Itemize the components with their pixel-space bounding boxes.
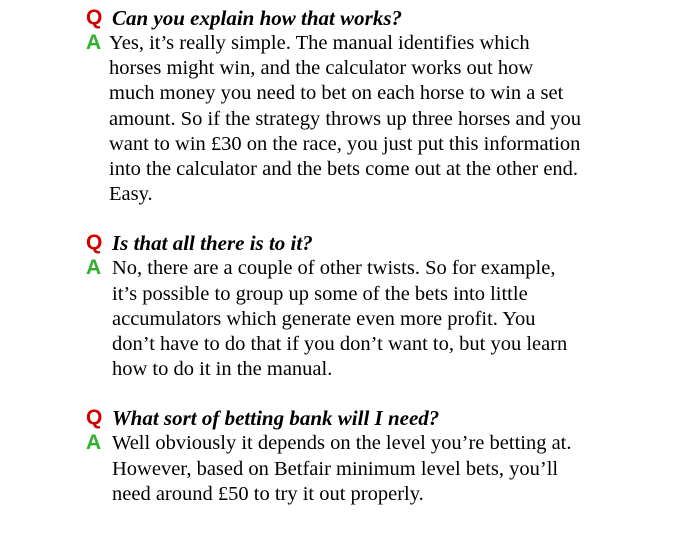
faq-item: [86, 6, 646, 207]
question-text: What sort of betting bank will I need?: [112, 406, 440, 431]
q-badge-icon: Q: [86, 6, 103, 29]
answer-text: Yes, it’s really simple. The manual identifies which horses might win, and the calculator works out how much money you need to bet on each horse to win a set amount. So if the strategy throws up three horses and you want to win £30 on the race, you just put this information into the calculator and the bets come out at the other end. Easy.: [109, 32, 581, 206]
answer-row: [86, 256, 646, 382]
faq-item: [86, 231, 646, 382]
q-badge-icon: Q: [86, 406, 103, 430]
question-text: Is that all there is to it?: [112, 231, 313, 256]
a-badge-icon: A: [86, 431, 102, 455]
answer-row: [86, 431, 646, 507]
q-badge-icon: Q: [86, 231, 103, 255]
faq-item: [86, 406, 646, 507]
a-badge-icon: A: [86, 256, 102, 280]
answer-text: No, there are a couple of other twists. So for example, it’s possible to group up some of the bets into little accumulators which generate even more profit. You don’t have to do that if you don’t want to, but you learn how to do it in the manual.: [112, 257, 568, 381]
question-row: [86, 6, 646, 31]
answer-text: Well obviously it depends on the level you’re betting at. However, based on Betfair minimum level bets, you’ll need around £50 to try it out properly.: [112, 432, 572, 505]
question-row: [86, 406, 646, 431]
answer-row: [86, 31, 646, 207]
question-row: [86, 231, 646, 256]
a-badge-icon: A: [86, 31, 102, 54]
question-text: Can you explain how that works?: [112, 6, 402, 30]
faq-section: [86, 6, 646, 507]
